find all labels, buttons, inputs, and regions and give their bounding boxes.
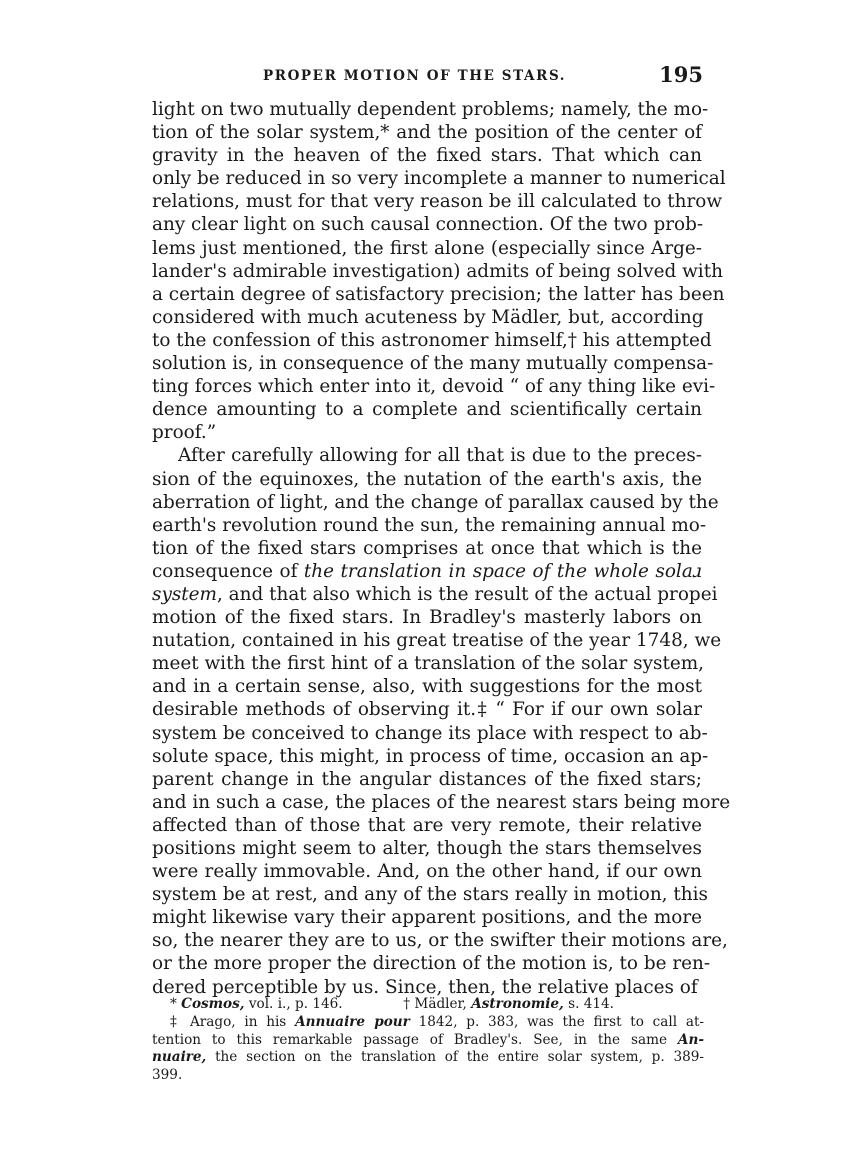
footnote-text: 1842, p. 383, was the first to call at- (418, 1013, 705, 1030)
text-line: desirable methods of observing it.‡ “ For if our own solar (152, 699, 702, 721)
footnote-text: s. 414. (568, 996, 614, 1012)
text-line-mixed (152, 560, 702, 583)
text-line: system be at rest, and any of the stars really in motion, this (152, 884, 708, 906)
footnote-text: tention to this remarkable passage of Bradley's. See, in the same (152, 1031, 668, 1048)
text-line: solution is, in consequence of the many mutually compensa- (152, 353, 714, 375)
text-line: any clear light on such causal connection. Of the two prob- (152, 214, 704, 236)
text-line: lander's admirable investigation) admits of being solved with (152, 260, 723, 282)
text-line: tion of the fixed stars comprises at once that which is the (152, 537, 702, 559)
text-line: only be reduced in so very incomplete a manner to numerical (152, 168, 726, 190)
text-line-mixed (152, 583, 718, 606)
text-line: solute space, this might, in process of time, occasion an ap- (152, 745, 709, 767)
text-line: might likewise vary their apparent positions, and the more (152, 907, 702, 929)
footnote-row (152, 996, 704, 1014)
text-segment: , and that also which is the result of the actual propei (216, 583, 718, 605)
text-line: lems just mentioned, the first alone (especially since Arge- (152, 237, 702, 259)
text-line: were really immovable. And, on the other hand, if our own (152, 861, 702, 883)
footnote-text: ‡ Arago, in his (170, 1013, 287, 1030)
text-line: to the confession of this astronomer himself,† his attempted (152, 329, 712, 351)
footnote-text: the section on the translation of the entire solar system, p. 389- (215, 1049, 704, 1066)
text-line: and in a certain sense, also, with suggestions for the most (152, 676, 702, 698)
text-line: sion of the equinoxes, the nutation of the earth's axis, the (152, 468, 702, 490)
text-line: light on two mutually dependent problems; namely, the mo- (152, 99, 709, 120)
footnote-cosmos (170, 996, 343, 1014)
page-number: 195 (659, 62, 703, 87)
footnote-title: Cosmos, (181, 996, 245, 1012)
running-title: PROPER MOTION OF THE STARS. (263, 68, 567, 84)
footnote-title: nuaire, (152, 1049, 207, 1066)
text-line: After carefully allowing for all that is due to the preces- (178, 445, 702, 467)
footnote-mark: † Mädler, (403, 996, 467, 1012)
body-text (152, 98, 731, 999)
footnote-row: 399. (152, 1067, 183, 1084)
text-line: dence amounting to a complete and scientifically certain (152, 399, 702, 421)
text-line: or the more proper the direction of the motion is, to be ren- (152, 953, 711, 975)
text-line: aberration of light, and the change of parallax caused by the (152, 491, 719, 513)
text-line: earth's revolution round the sun, the remaining annual mo- (152, 514, 707, 536)
text-line: parent change in the angular distances of the fixed stars; (152, 768, 702, 790)
text-line: ting forces which enter into it, devoid “ of any thing like evi- (152, 376, 716, 398)
text-line: tion of the solar system,* and the position of the center of (152, 122, 702, 144)
italic-phrase: the translation in space of the whole solaɹ (303, 560, 702, 582)
text-line: considered with much acuteness by Mädler, but, according (152, 306, 704, 328)
footnote-madler (403, 996, 614, 1014)
footnote-row (152, 1014, 704, 1032)
text-line: so, the nearer they are to us, or the swifter their motions are, (152, 930, 728, 952)
footnote-title: An- (677, 1031, 704, 1048)
text-line: motion of the fixed stars. In Bradley's masterly labors on (152, 607, 702, 629)
text-line: positions might seem to alter, though the stars themselves (152, 838, 702, 859)
text-line: system be conceived to change its place with respect to ab- (152, 722, 708, 744)
footnotes (152, 996, 704, 1085)
text-line: gravity in the heaven of the fixed stars. That which can (152, 145, 702, 167)
footnote-mark: * (170, 996, 177, 1012)
text-line: and in such a case, the places of the nearest stars being more (152, 791, 731, 813)
footnote-row (152, 1032, 704, 1050)
text-line: affected than of those that are very remote, their relative (152, 814, 702, 836)
footnote-text: vol. i., p. 146. (248, 996, 343, 1012)
text-line: nutation, contained in his great treatise of the year 1748, we (152, 630, 722, 652)
text-line: relations, must for that very reason be ill calculated to throw (152, 191, 723, 213)
page-header (155, 62, 703, 90)
text-line: a certain degree of satisfactory precision; the latter has been (152, 283, 725, 305)
footnote-title: Astronomie, (471, 996, 564, 1012)
text-line: proof.” (152, 422, 217, 444)
italic-word: system (152, 583, 217, 605)
text-line: meet with the first hint of a translation of the solar system, (152, 653, 704, 675)
text-segment: consequence of (152, 560, 304, 582)
footnote-title: Annuaire pour (295, 1013, 410, 1030)
text-line: dered perceptible by us. Since, then, the relative places of (152, 976, 698, 998)
footnote-row (152, 1049, 704, 1067)
